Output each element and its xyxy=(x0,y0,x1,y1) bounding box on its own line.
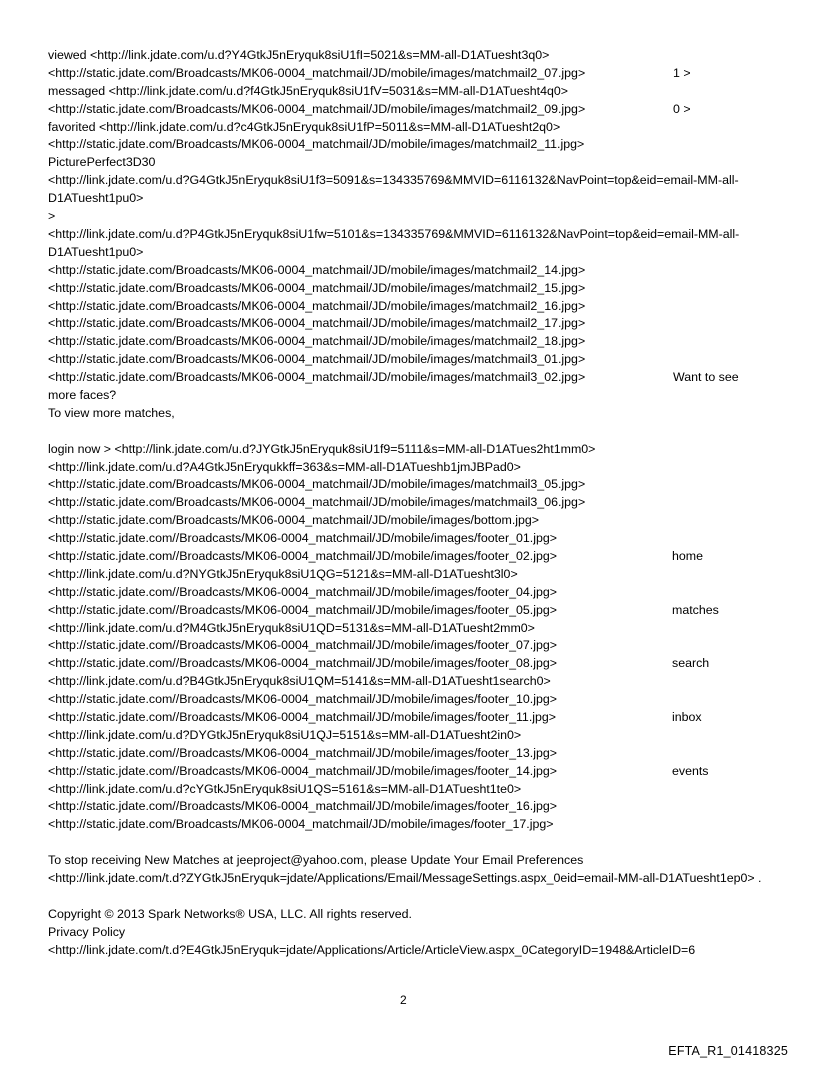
text-line: <http://link.jdate.com/u.d?A4GtkJ5nEryqukkff=363&s=MM-all-D1ATueshb1jmJBPad0> xyxy=(48,459,521,474)
email-preferences-link: <http://link.jdate.com/t.d?ZYGtkJ5nEryquk=jdate/Applications/Email/MessageSettings.aspx_0eid=email-MM-all-D1ATuesht1ep0> . xyxy=(48,871,762,886)
spacer xyxy=(48,423,788,441)
want-to-see-label: Want to see xyxy=(673,370,739,385)
messaged-count: 0 > xyxy=(673,101,691,116)
text-line: <http://link.jdate.com/u.d?DYGtkJ5nEryquk8siU1QJ=5151&s=MM-all-D1ATuesht2in0> xyxy=(48,727,522,742)
text-line xyxy=(48,548,788,566)
image-link: <http://static.jdate.com/Broadcasts/MK06-0004_matchmail/JD/mobile/images/matchmail3_02.jpg> xyxy=(48,370,586,385)
page-number: 2 xyxy=(400,993,407,1007)
text-line xyxy=(48,65,788,83)
privacy-policy-label: Privacy Policy xyxy=(48,924,126,939)
text-line: <http://static.jdate.com/Broadcasts/MK06-0004_matchmail/JD/mobile/images/matchmail2_11.jpg> xyxy=(48,137,585,152)
text-line xyxy=(48,369,788,387)
image-link: <http://static.jdate.com/Broadcasts/MK06-0004_matchmail/JD/mobile/images/matchmail2_09.jpg> xyxy=(48,101,586,116)
footer-events-label: events xyxy=(672,763,709,778)
text-line: <http://static.jdate.com//Broadcasts/MK06-0004_matchmail/JD/mobile/images/footer_07.jpg> xyxy=(48,638,557,653)
text-line: messaged <http://link.jdate.com/u.d?f4GtkJ5nEryquk8siU1fV=5031&s=MM-all-D1ATuesht4q0> xyxy=(48,83,568,98)
text-line: viewed <http://link.jdate.com/u.d?Y4GtkJ5nEryquk8siU1fI=5021&s=MM-all-D1ATuesht3q0> xyxy=(48,48,550,62)
text-line: <http://static.jdate.com//Broadcasts/MK06-0004_matchmail/JD/mobile/images/footer_13.jpg> xyxy=(48,745,557,760)
text-line xyxy=(48,655,788,673)
text-line: <http://link.jdate.com/u.d?M4GtkJ5nEryquk8siU1QD=5131&s=MM-all-D1ATuesht2mm0> xyxy=(48,620,535,635)
text-line: <http://static.jdate.com/Broadcasts/MK06-0004_matchmail/JD/mobile/images/matchmail2_18.jpg> xyxy=(48,334,586,349)
footer-inbox-label: inbox xyxy=(672,710,702,725)
footer-home-label: home xyxy=(672,549,703,563)
text-line: <http://static.jdate.com//Broadcasts/MK06-0004_matchmail/JD/mobile/images/footer_04.jpg> xyxy=(48,584,557,599)
text-line: > xyxy=(48,209,56,224)
copyright-text: Copyright © 2013 Spark Networks® USA, LLC. All rights reserved. xyxy=(48,906,412,921)
text-line: <http://static.jdate.com/Broadcasts/MK06-0004_matchmail/JD/mobile/images/footer_17.jpg> xyxy=(48,817,554,832)
text-line: <http://static.jdate.com/Broadcasts/MK06-0004_matchmail/JD/mobile/images/matchmail2_15.jpg> xyxy=(48,280,586,295)
spacer xyxy=(48,834,788,852)
text-line: more faces? xyxy=(48,387,117,402)
text-line xyxy=(48,763,788,781)
text-line: <http://static.jdate.com//Broadcasts/MK06-0004_matchmail/JD/mobile/images/footer_10.jpg> xyxy=(48,692,557,707)
text-line: <http://static.jdate.com/Broadcasts/MK06-0004_matchmail/JD/mobile/images/bottom.jpg> xyxy=(48,513,540,528)
text-line: <http://link.jdate.com/u.d?NYGtkJ5nEryquk8siU1QG=5121&s=MM-all-D1ATuesht3l0> xyxy=(48,566,518,581)
text-line: <http://static.jdate.com/Broadcasts/MK06-0004_matchmail/JD/mobile/images/matchmail2_16.jpg> xyxy=(48,298,586,313)
text-line: favorited <http://link.jdate.com/u.d?c4GtkJ5nEryquk8siU1fP=5011&s=MM-all-D1ATuesht2q0> xyxy=(48,119,561,134)
footer-matches-label: matches xyxy=(672,602,719,617)
spacer xyxy=(48,888,788,906)
text-line: <http://static.jdate.com/Broadcasts/MK06-0004_matchmail/JD/mobile/images/matchmail3_06.jpg> xyxy=(48,495,586,510)
footer-search-label: search xyxy=(672,656,710,671)
profile-link: <http://link.jdate.com/u.d?P4GtkJ5nEryquk8siU1fw=5101&s=134335769&MMVID=6116132&NavPoint=top&eid=email-MM-all-D1ATuesht1pu0> xyxy=(48,226,740,259)
email-body xyxy=(48,47,788,960)
bates-number: EFTA_R1_01418325 xyxy=(668,1044,788,1058)
text-line: <http://static.jdate.com/Broadcasts/MK06-0004_matchmail/JD/mobile/images/matchmail2_14.jpg> xyxy=(48,262,586,277)
text-line: To view more matches, xyxy=(48,405,175,420)
text-line: <http://static.jdate.com/Broadcasts/MK06-0004_matchmail/JD/mobile/images/matchmail3_01.jpg> xyxy=(48,352,586,367)
privacy-policy-link: <http://link.jdate.com/t.d?E4GtkJ5nEryquk=jdate/Applications/Article/ArticleView.aspx_0CategoryID=1948&ArticleID=6 xyxy=(48,942,696,957)
text-line: <http://static.jdate.com/Broadcasts/MK06-0004_matchmail/JD/mobile/images/matchmail2_17.jpg> xyxy=(48,316,586,331)
login-now-link: login now > <http://link.jdate.com/u.d?JYGtkJ5nEryquk8siU1f9=5111&s=MM-all-D1ATues2ht1mm0> xyxy=(48,441,596,456)
image-link: <http://static.jdate.com//Broadcasts/MK06-0004_matchmail/JD/mobile/images/footer_02.jpg> xyxy=(48,549,557,563)
text-line xyxy=(48,709,788,727)
profile-link: <http://link.jdate.com/u.d?G4GtkJ5nEryquk8siU1f3=5091&s=134335769&MMVID=6116132&NavPoint=top&eid=email-MM-all-D1ATuesht1pu0> xyxy=(48,173,739,206)
text-line: <http://link.jdate.com/u.d?B4GtkJ5nEryquk8siU1QM=5141&s=MM-all-D1ATuesht1search0> xyxy=(48,674,551,689)
text-line: <http://static.jdate.com//Broadcasts/MK06-0004_matchmail/JD/mobile/images/footer_16.jpg> xyxy=(48,799,557,814)
image-link: <http://static.jdate.com//Broadcasts/MK06-0004_matchmail/JD/mobile/images/footer_11.jpg> xyxy=(48,710,557,725)
image-link: <http://static.jdate.com//Broadcasts/MK06-0004_matchmail/JD/mobile/images/footer_05.jpg> xyxy=(48,602,557,617)
image-link: <http://static.jdate.com//Broadcasts/MK06-0004_matchmail/JD/mobile/images/footer_14.jpg> xyxy=(48,763,557,778)
viewed-count: 1 > xyxy=(673,65,691,80)
profile-name: PicturePerfect3D30 xyxy=(48,155,156,170)
unsubscribe-text: To stop receiving New Matches at jeeproject@yahoo.com, please Update Your Email Preferences xyxy=(48,853,584,868)
text-line: <http://static.jdate.com/Broadcasts/MK06-0004_matchmail/JD/mobile/images/matchmail3_05.jpg> xyxy=(48,477,586,492)
text-line xyxy=(48,101,788,119)
text-line: <http://link.jdate.com/u.d?cYGtkJ5nEryquk8siU1QS=5161&s=MM-all-D1ATuesht1te0> xyxy=(48,781,522,796)
image-link: <http://static.jdate.com//Broadcasts/MK06-0004_matchmail/JD/mobile/images/footer_08.jpg> xyxy=(48,656,557,671)
image-link: <http://static.jdate.com/Broadcasts/MK06-0004_matchmail/JD/mobile/images/matchmail2_07.jpg> xyxy=(48,65,586,80)
text-line xyxy=(48,602,788,620)
text-line: <http://static.jdate.com//Broadcasts/MK06-0004_matchmail/JD/mobile/images/footer_01.jpg> xyxy=(48,531,557,546)
